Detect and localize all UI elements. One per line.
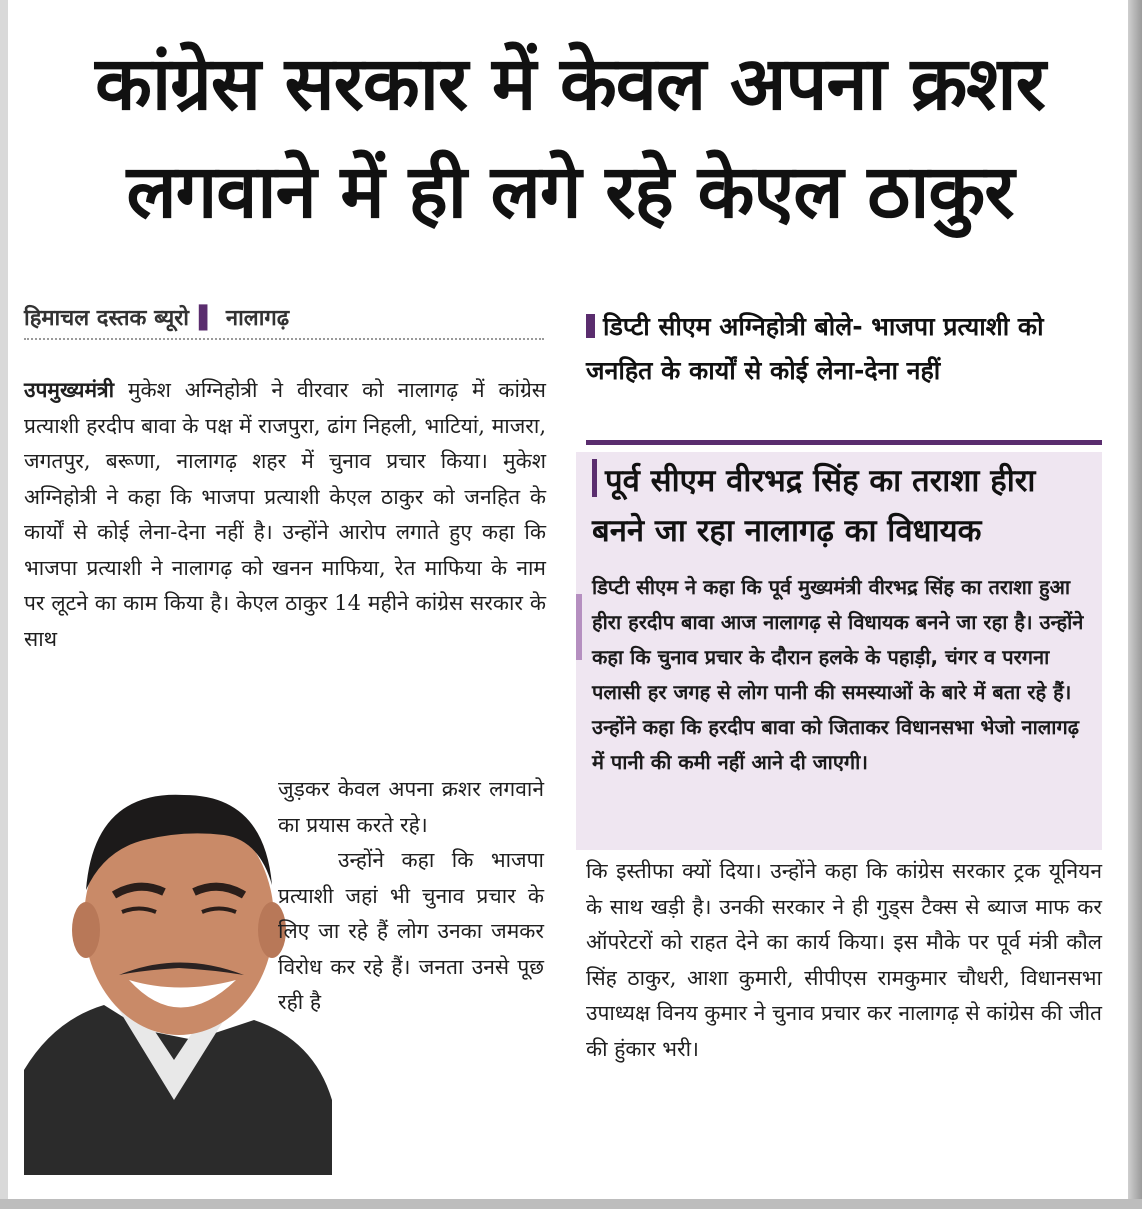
continued-paragraph-1: जुड़कर केवल अपना क्रशर लगवाने का प्रयास करते रहे। (278, 777, 544, 837)
scan-edge-left (0, 0, 8, 1209)
box-title-marker (592, 459, 597, 497)
byline-source: हिमाचल दस्तक ब्यूरो (24, 306, 189, 331)
lead-bold: उपमुख्यमंत्री (24, 377, 115, 402)
left-column-text (24, 372, 546, 657)
highlight-box-accent (576, 594, 582, 660)
left-column-continued (278, 772, 544, 1021)
scan-edge-bottom (0, 1199, 1142, 1209)
headline-line-1: कांग्रेस सरकार में केवल अपना क्रशर (95, 41, 1045, 127)
highlight-box-text: डिप्टी सीएम ने कहा कि पूर्व मुख्यमंत्री वीरभद्र सिंह का तराशा हुआ हीरा हरदीप बावा आज नालागढ़ से विधायक बनने जा रहा है। उन्होंने कहा कि चुनाव प्रचार के दौरान हलके के पहाड़ी, चंगर व परगना पलासी हर जगह से लोग पानी की समस्याओं के बारे में बता रहे हैं। उन्होंने कहा कि हरदीप बावा को जिताकर विधानसभा भेजो नालागढ़ में पानी की कमी नहीं आने दी जाएगी। (592, 575, 1084, 774)
continued-paragraph-2: उन्होंने कहा कि भाजपा प्रत्याशी जहां भी चुनाव प्रचार के लिए जा रहे हैं लोग उनका जमकर विरोध कर रहे हैं। जनता उनसे पूछ रही है (278, 848, 544, 1014)
right-column-text: कि इस्तीफा क्यों दिया। उन्होंने कहा कि कांग्रेस सरकार ट्रक यूनियन के साथ खड़ी है। उनकी सरकार ने ही गुड्स टैक्स से ब्याज माफ कर ऑपरेटरों को राहत देने का कार्य किया। इस मौके पर पूर्व मंत्री कौल सिंह ठाकुर, आशा कुमारी, सीपीएस रामकुमार चौधरी, विधानसभा उपाध्यक्ष विनय कुमार ने चुनाव प्रचार कर नालागढ़ से कांग्रेस की जीत की हुंकार भरी। (586, 859, 1102, 1061)
box-title-text: पूर्व सीएम वीरभद्र सिंह का तराशा हीरा बनने जा रहा नालागढ़ का विधायक (592, 463, 1036, 549)
sub-headline-marker (586, 314, 595, 338)
byline-separator: ▌ (198, 306, 216, 331)
headline-line-2: लगवाने में ही लगे रहे केएल ठाकुर (126, 149, 1014, 235)
highlight-box-title (592, 456, 1097, 556)
byline-place: नालागढ़ (225, 306, 290, 331)
scan-edge-right (1128, 0, 1142, 1209)
headline (20, 30, 1120, 246)
lead-text: मुकेश अग्निहोत्री ने वीरवार को नालागढ़ में कांग्रेस प्रत्याशी हरदीप बावा के पक्ष में राजपुरा, ढांग निहली, भाटियां, माजरा, जगतपुर, बरूणा, नालागढ़ शहर में चुनाव प्रचार किया। मुकेश अग्निहोत्री ने कहा कि भाजपा प्रत्याशी केएल ठाकुर को जनहित के कार्यों से कोई लेना-देना नहीं है। उन्होंने आरोप लगाते हुए कहा कि भाजपा प्रत्याशी ने नालागढ़ को खनन माफिया, रेत माफिया के नाम पर लूटने का काम किया है। केएल ठाकुर 14 महीने कांग्रेस सरकार के साथ (24, 378, 546, 651)
divider-rule (586, 440, 1102, 445)
byline (24, 302, 544, 340)
sub-headline-text: डिप्टी सीएम अग्निहोत्री बोले- भाजपा प्रत्याशी को जनहित के कार्यों से कोई लेना-देना नहीं (586, 312, 1044, 385)
sub-headline (586, 305, 1096, 393)
